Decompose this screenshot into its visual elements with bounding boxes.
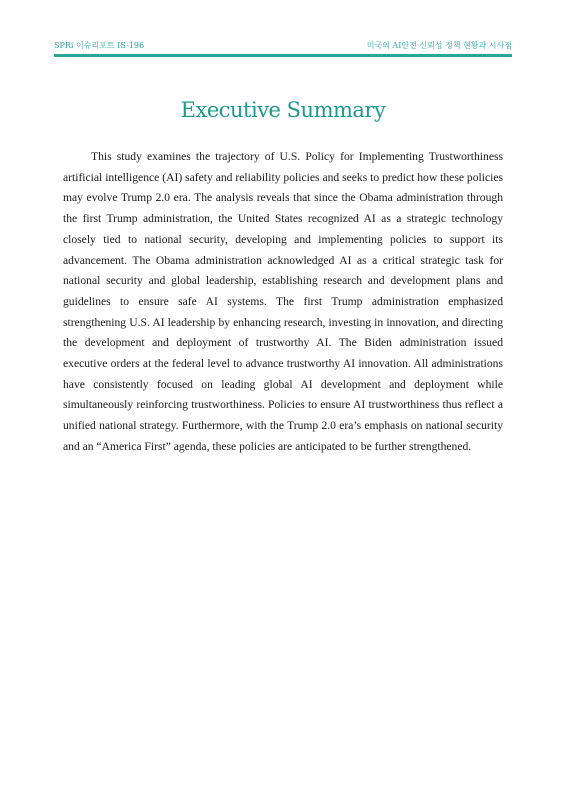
header-divider [54,54,512,57]
summary-paragraph: This study examines the trajectory of U.S. Policy for Implementing Trustworthiness artificial intelligence (AI) safety and reliability policies and seeks to predict how these policies may evolve Trump 2.0 era. The analysis reveals that since the Obama administration through the first Trump administration, the United States recognized AI as a strategic technology closely tied to national security, developing and implementing policies to support its advancement. The Obama administration acknowledged AI as a critical strategic task for national security and global leadership, establishing research and development plans and guidelines to ensure safe AI systems. The first Trump administration emphasized strengthening U.S. AI leadership by enhancing research, investing in innovation, and directing the development and deployment of trustworthy AI. The Biden administration issued executive orders at the federal level to advance trustworthy AI innovation. All administrations have consistently focused on leading global AI development and deployment while simultaneously reinforcing trustworthiness. Policies to ensure AI trustworthiness thus reflect a unified national strategy. Furthermore, with the Trump 2.0 era’s emphasis on national security and an “America First” agenda, these policies are anticipated to be further strengthened. [63,150,503,453]
running-header [54,39,512,53]
report-title-label: 미국의 AI안전·신뢰성 정책 현황과 시사점 [366,41,512,50]
page-title: Executive Summary [180,98,386,122]
report-series-label: SPRi 이슈리포트 IS-196 [54,41,145,50]
